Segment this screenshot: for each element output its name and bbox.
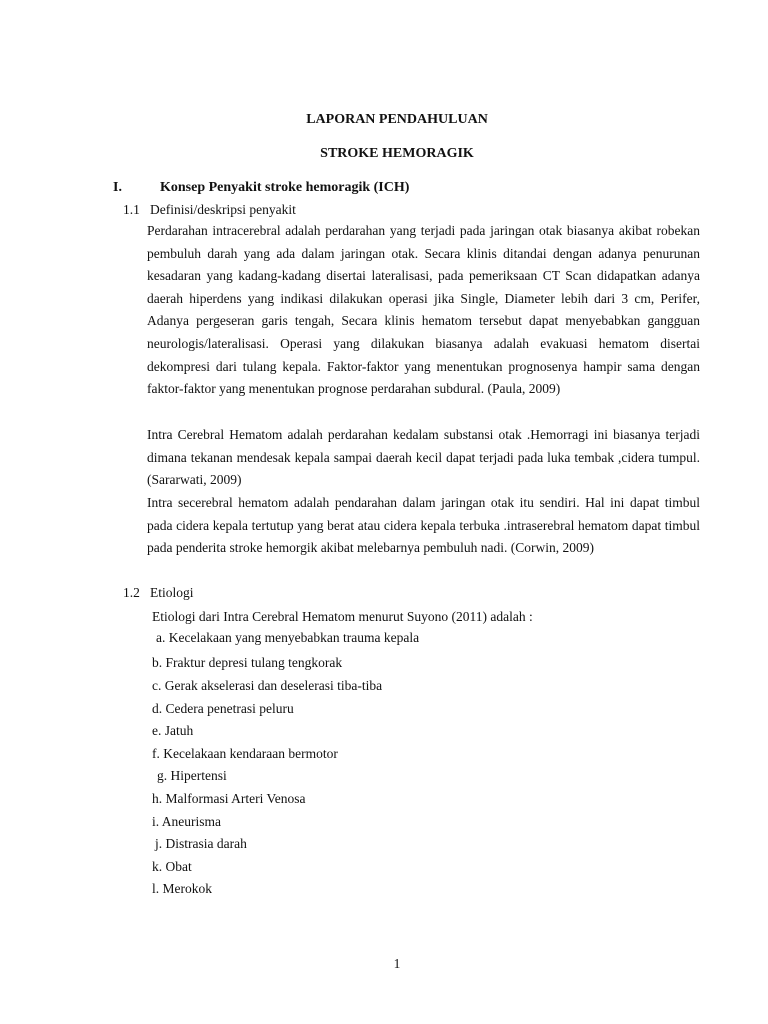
- page-title: LAPORAN PENDAHULUAN: [306, 112, 488, 127]
- paragraph: Perdarahan intracerebral adalah perdarahan yang terjadi pada jaringan otak biasanya akibat robekan pembuluh darah yang ada dalam jaringan otak. Secara klinis ditandai dengan adanya penurunan kesadaran yang kadang-kadang disertai lateralisasi, pada pemeriksaan CT Scan didapatkan adanya daerah hiperdens yang indikasi dilakukan operasi jika Single, Diameter lebih dari 3 cm, Perifer, Adanya pergeseran garis tengah, Secara klinis hematom tersebut dapat menyebabkan gangguan neurologis/lateralisasi. Operasi yang dilakukan biasanya adalah evakuasi hematom disertai dekompresi dari tulang kepala. Faktor-faktor yang menentukan prognosenya hampir sama dengan faktor-faktor yang menentukan prognose perdarahan subdural. (Paula, 2009): [147, 223, 700, 397]
- etiology-intro: Etiologi dari Intra Cerebral Hematom menurut Suyono (2011) adalah :: [152, 609, 533, 624]
- list-item: c. Gerak akselerasi dan deselerasi tiba-tiba: [152, 678, 383, 693]
- list-item: b. Fraktur depresi tulang tengkorak: [152, 655, 343, 670]
- list-item: e. Jatuh: [152, 723, 194, 738]
- subsection-title: Definisi/deskripsi penyakit: [150, 202, 296, 217]
- list-item: h. Malformasi Arteri Venosa: [152, 791, 306, 806]
- list-item: k. Obat: [152, 859, 192, 874]
- list-item: l. Merokok: [152, 881, 212, 896]
- subsection-heading-definisi: [123, 201, 296, 219]
- list-item: d. Cedera penetrasi peluru: [152, 701, 294, 716]
- subsection-number: 1.2: [123, 585, 140, 600]
- list-item: g. Hipertensi: [157, 768, 227, 783]
- subsection-title: Etiologi: [150, 585, 194, 600]
- section-number: I.: [113, 180, 122, 195]
- subsection-number: 1.1: [123, 202, 140, 217]
- list-item: j. Distrasia darah: [155, 836, 247, 851]
- paragraph: Intra Cerebral Hematom adalah perdarahan kedalam substansi otak .Hemorragi ini biasanya terjadi dimana tekanan mendesak kepala sampai daerah kecil dapat terjadi pada luka tembak ,cidera tumpul. (Sararwati, 2009): [147, 427, 700, 488]
- section-title: Konsep Penyakit stroke hemoragik (ICH): [160, 180, 410, 195]
- page-subtitle: STROKE HEMORAGIK: [320, 146, 474, 161]
- list-item: a. Kecelakaan yang menyebabkan trauma kepala: [156, 630, 420, 645]
- list-item: i. Aneurisma: [152, 814, 221, 829]
- page-number: 1: [393, 956, 401, 971]
- paragraph: Intra secerebral hematom adalah pendarahan dalam jaringan otak itu sendiri. Hal ini dapat timbul pada cidera kepala tertutup yang berat atau cidera kepala terbuka .intraserebral hematom dapat timbul pada penderita stroke hemorgik akibat melebarnya pembuluh nadi. (Corwin, 2009): [147, 495, 700, 556]
- list-item: f. Kecelakaan kendaraan bermotor: [152, 746, 338, 761]
- subsection-heading-etiologi: [123, 584, 194, 602]
